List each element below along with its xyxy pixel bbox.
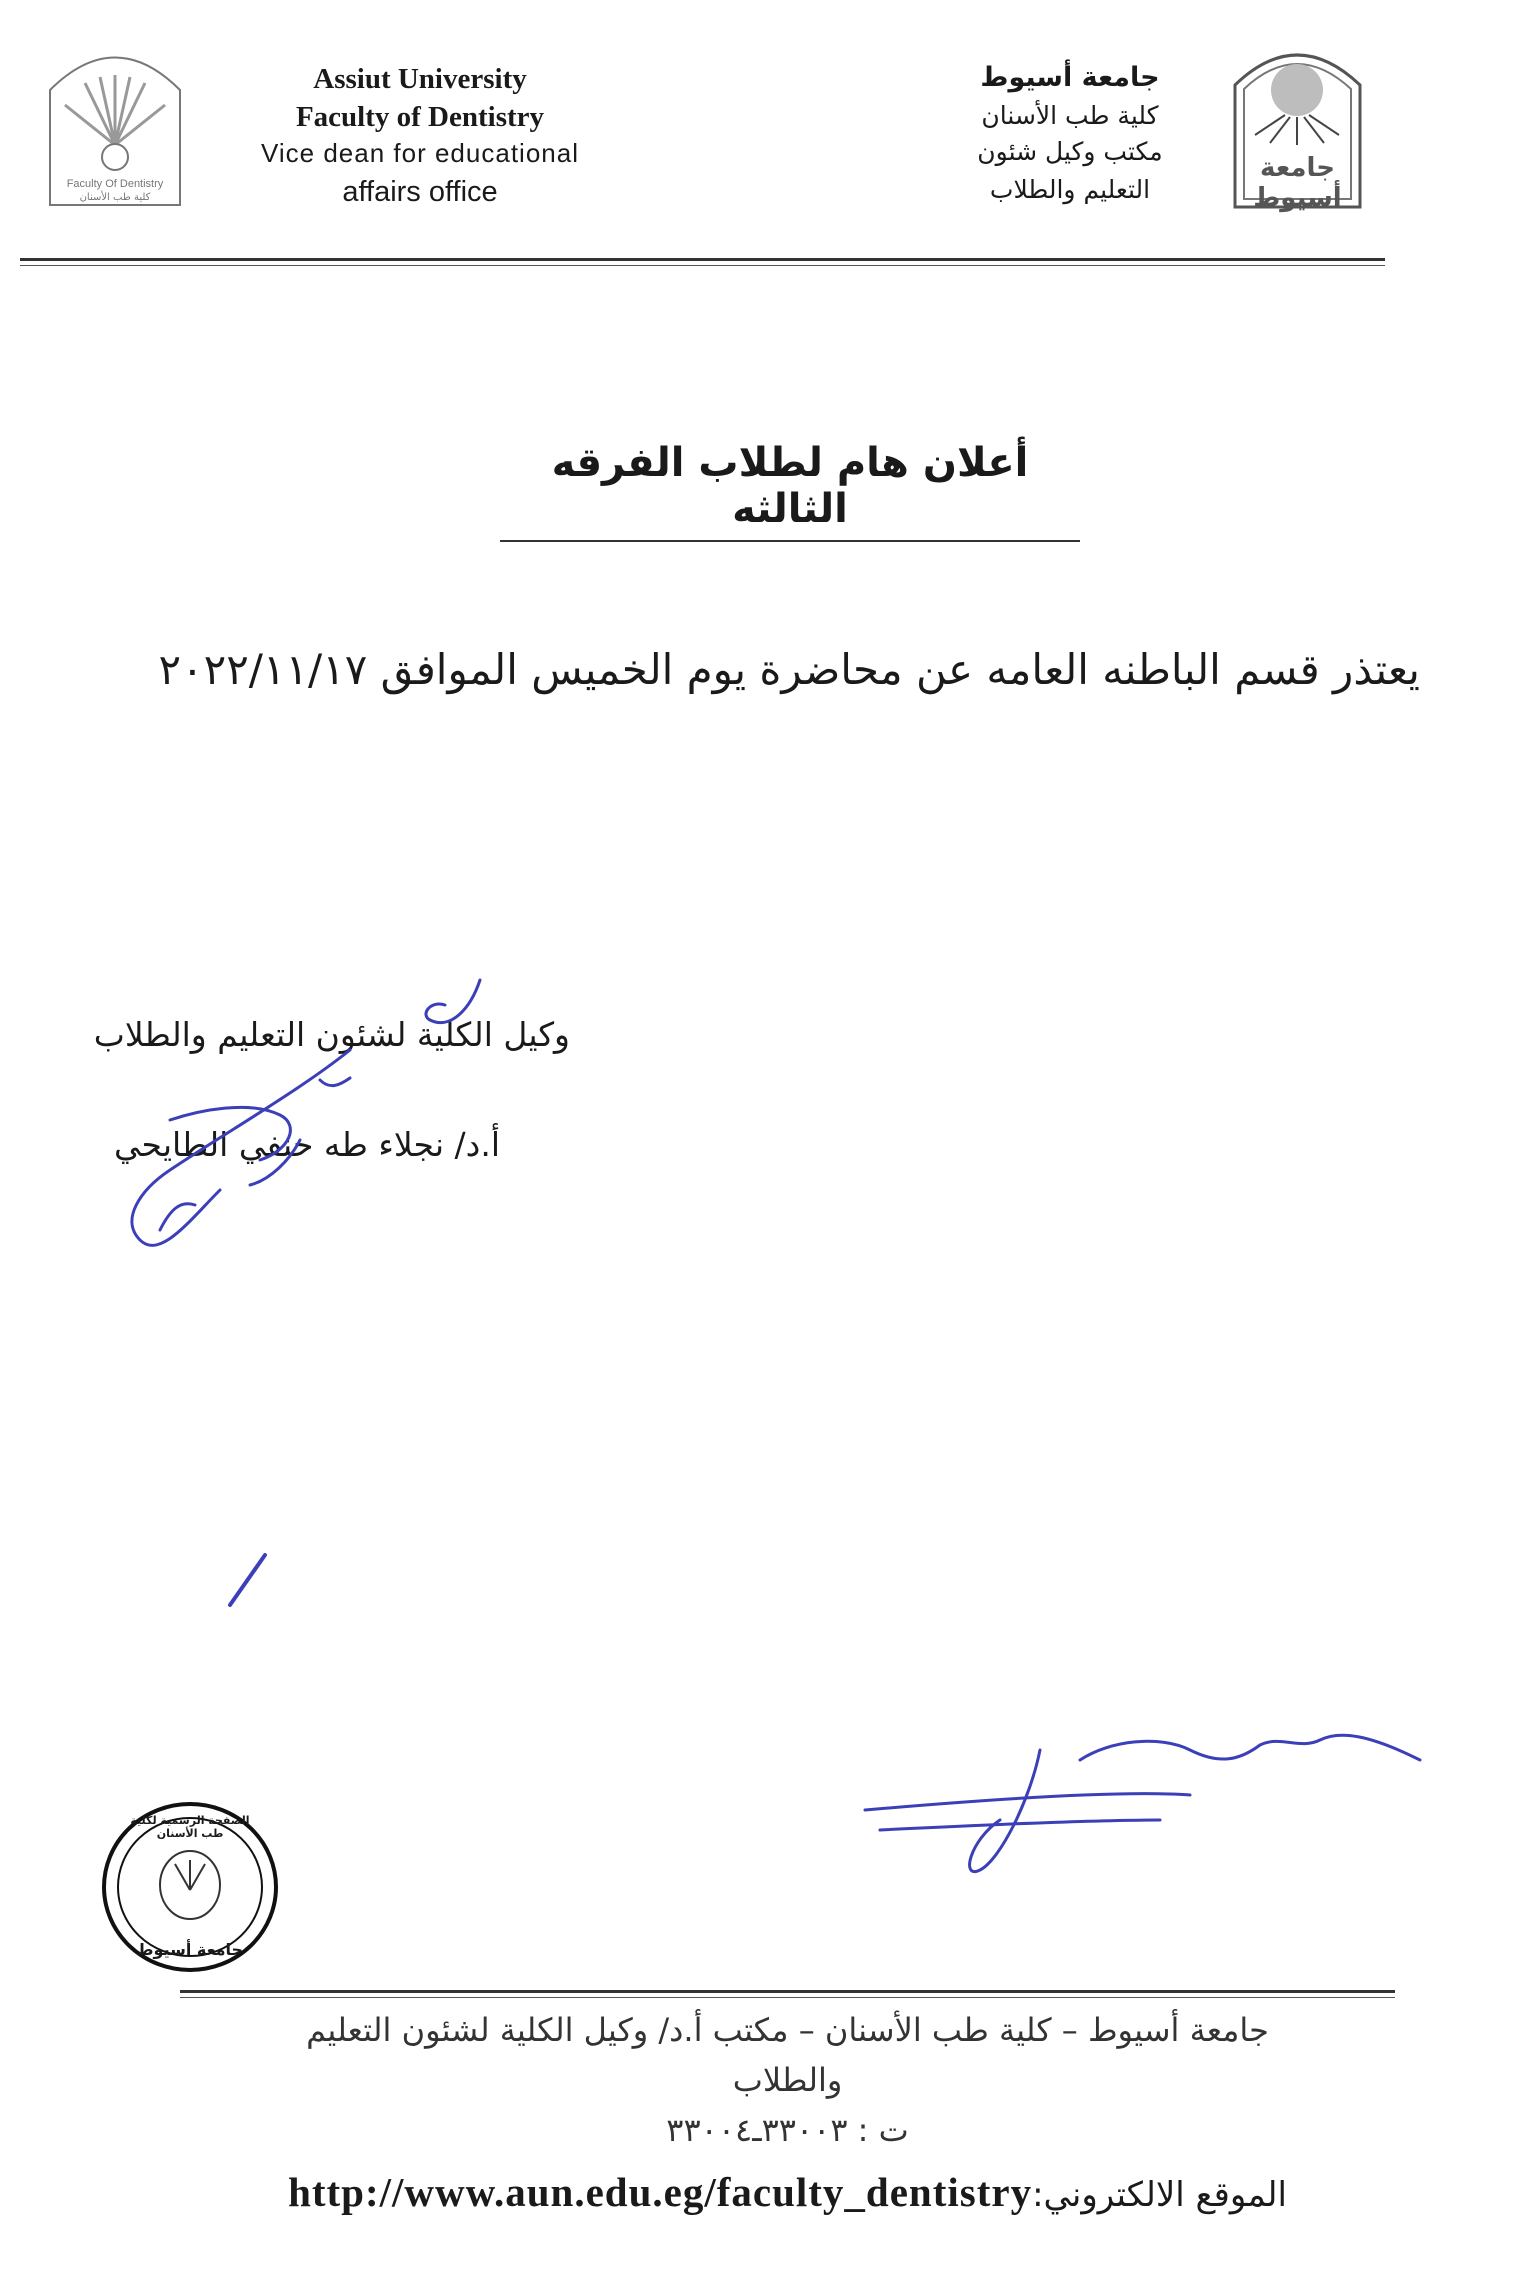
faculty-name-en: Faculty of Dentistry <box>295 101 545 133</box>
website-url[interactable]: http://www.aun.edu.eg/faculty_dentistry <box>288 2169 1033 2215</box>
office-name-en-1: Vice dean for educational <box>261 138 579 168</box>
announcement-title-text: أعلان هام لطلاب الفرقه الثالثه <box>500 440 1080 542</box>
pen-mark <box>225 1550 275 1610</box>
university-logo-text: جامعة أسيوط <box>1253 153 1342 213</box>
faculty-logo-caption-ar: كلية طب الأسنان <box>79 192 151 203</box>
footer-address-line2: والطلاب <box>732 2061 843 2099</box>
office-name-en-2: affairs office <box>342 176 498 208</box>
stamp-outer-text: الصفحة الرسمية لكلية طب الأسنان <box>130 1814 250 1840</box>
university-logo <box>1230 35 1365 213</box>
footer-address <box>180 2005 1395 2155</box>
university-name-ar: جامعة أسيوط <box>980 62 1160 93</box>
footer-address-line1: جامعة أسيوط – كلية طب الأسنان – مكتب أ.د/ وكيل الكلية لشئون التعليم <box>306 2011 1269 2049</box>
announcement-title <box>500 440 1080 542</box>
footer-rule-thin <box>180 1997 1395 1998</box>
vice-dean-role: وكيل الكلية لشئون التعليم والطلاب <box>93 1015 570 1054</box>
header-english <box>230 60 610 214</box>
faculty-logo-caption: Faculty Of Dentistry <box>66 178 164 190</box>
office-name-ar-2: التعليم والطلاب <box>989 175 1151 204</box>
header-rule-thin <box>20 265 1385 266</box>
faculty-logo <box>40 35 190 210</box>
vice-dean-signature <box>50 970 500 1270</box>
website-label: الموقع الالكتروني: <box>1032 2175 1287 2215</box>
footer-phone: ت : ٣٣٠٠٣ـ٣٣٠٠٤ <box>666 2111 909 2149</box>
footer-website <box>180 2168 1395 2216</box>
header-arabic <box>930 58 1210 210</box>
vice-dean-name: أ.د/ نجلاء طه حنفي الطايحي <box>114 1125 500 1164</box>
announcement-body: يعتذر قسم الباطنه العامه عن محاضرة يوم الخميس الموافق ٢٠٢٢/١١/١٧ <box>158 645 1420 694</box>
faculty-name-ar: كلية طب الأسنان <box>981 101 1159 130</box>
office-name-ar-1: مكتب وكيل شئون <box>977 137 1163 166</box>
official-stamp <box>100 1800 280 1975</box>
stamp-bottom-text: جامعة أسيوط <box>136 1940 244 1959</box>
header-rule <box>20 258 1385 261</box>
university-name-en: Assiut University <box>313 63 527 95</box>
footer-rule <box>180 1990 1395 1993</box>
secondary-signature <box>860 1720 1440 1900</box>
